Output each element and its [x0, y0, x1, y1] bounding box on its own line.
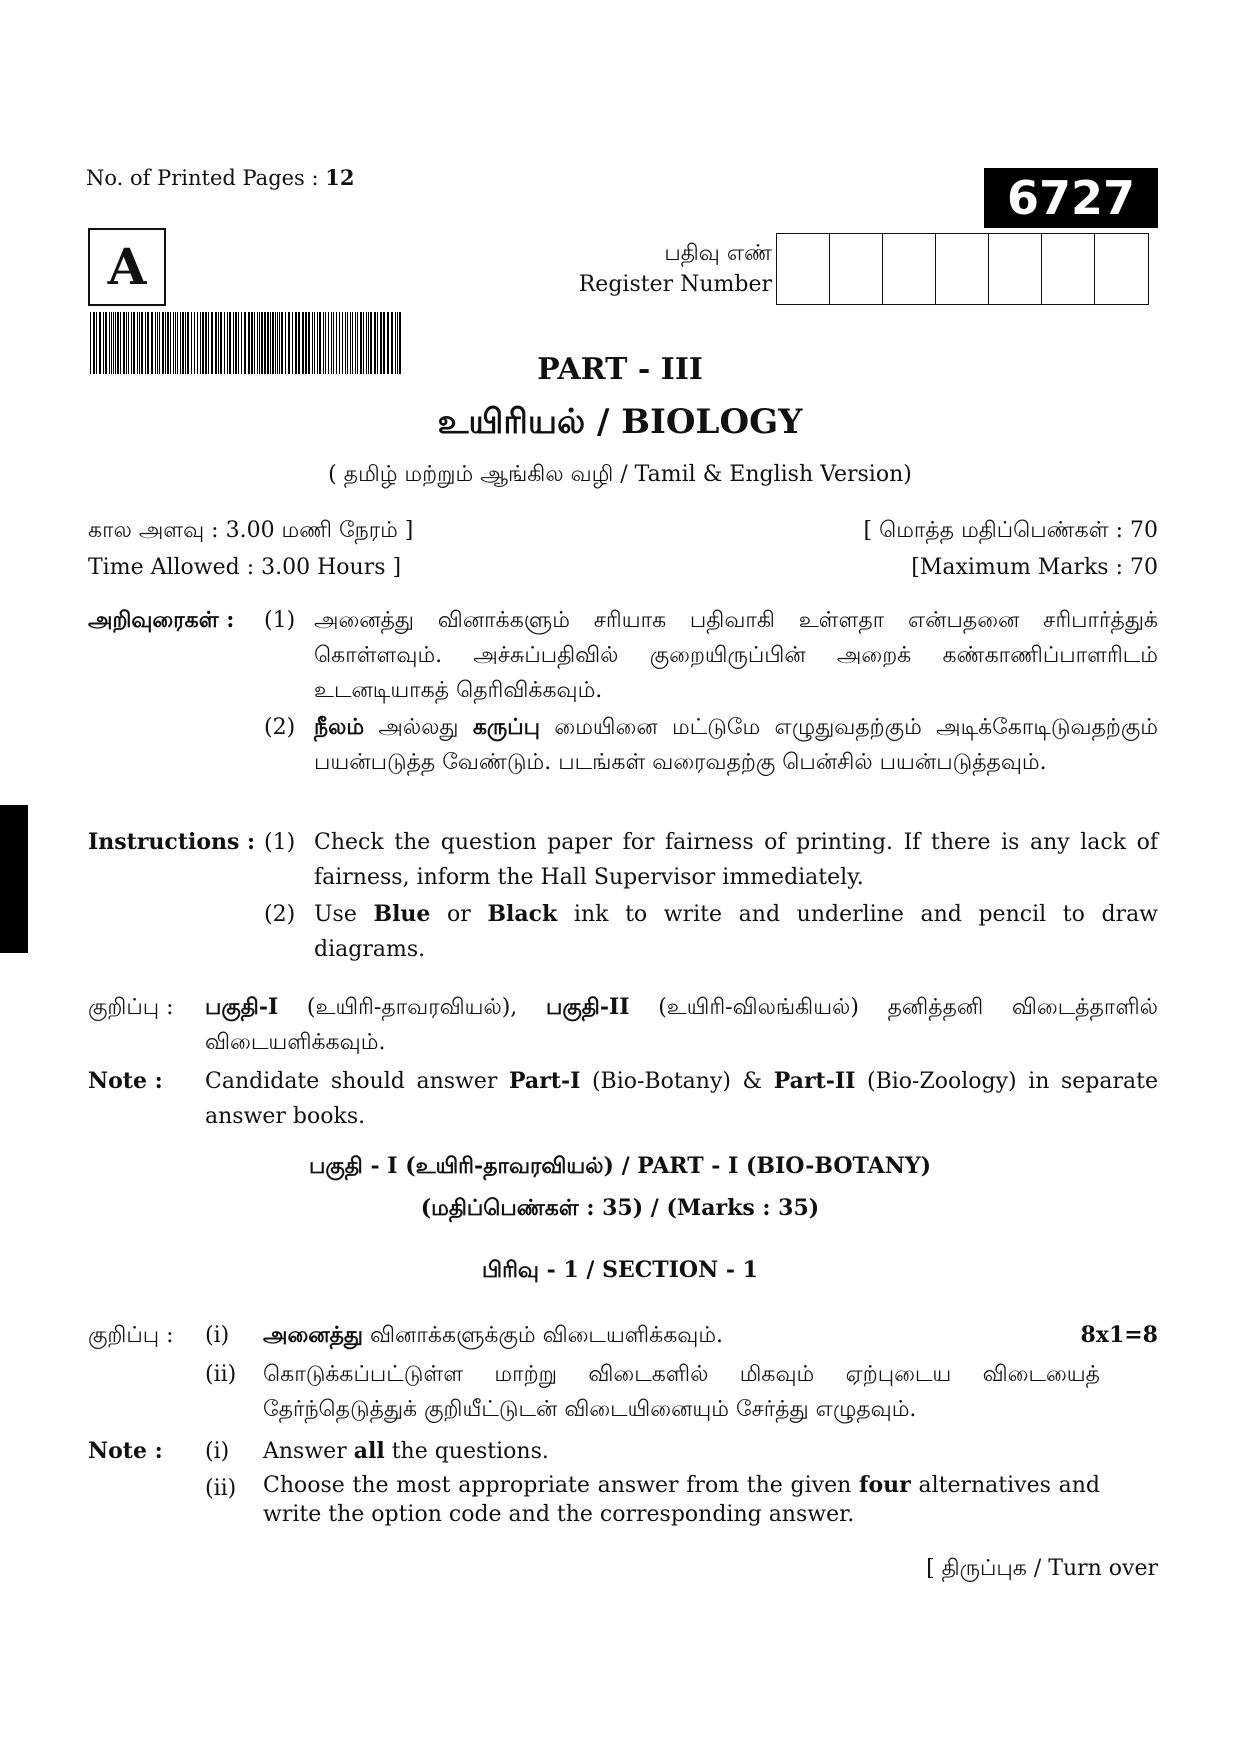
- item-number: (2): [264, 715, 296, 740]
- paper-code-box: 6727: [984, 168, 1158, 228]
- time-allowed-en: Time Allowed : 3.00 Hours ]: [88, 555, 402, 580]
- part-title: PART - III: [537, 352, 703, 387]
- item-number: (i): [205, 1439, 230, 1464]
- instructions-en: [88, 825, 1158, 967]
- marks-scheme: 8x1=8: [1080, 1322, 1158, 1348]
- section-note-en-2: Choose the most appropriate answer from the given four alternatives and write the option code and the corresponding answer.: [263, 1472, 1100, 1527]
- register-digit-box[interactable]: [883, 234, 936, 304]
- register-digit-box[interactable]: [989, 234, 1042, 304]
- register-digit-box[interactable]: [1042, 234, 1095, 304]
- subject-title: உயிரியல் / BIOLOGY: [437, 402, 803, 442]
- note-ta-label: குறிப்பு :: [88, 995, 174, 1020]
- section-note-en: [88, 1434, 1158, 1529]
- turn-over: [ திருப்புக / Turn over: [926, 1556, 1158, 1581]
- item-number: (1): [264, 830, 296, 855]
- section-marks: (மதிப்பெண்கள் : 35) / (Marks : 35): [420, 1195, 820, 1221]
- max-marks-ta: [ மொத்த மதிப்பெண்கள் : 70: [863, 518, 1158, 543]
- note-en-text: Candidate should answer Part-I (Bio-Botany) & Part-II (Bio-Zoology) in separate answer books.: [205, 1068, 1158, 1129]
- printed-pages-line: [86, 165, 355, 190]
- section-note-ta-1: அனைத்து வினாக்களுக்கும் விடையளிக்கவும்.: [263, 1322, 724, 1348]
- section-note-ta-label: குறிப்பு :: [88, 1323, 174, 1348]
- printed-pages-value: 12: [325, 165, 355, 190]
- register-label-ta: பதிவு எண்: [664, 241, 772, 266]
- section-part-title: பகுதி - I (உயிரி-தாவரவியல்) / PART - I (BIO-BOTANY): [309, 1153, 931, 1179]
- item-number: (ii): [205, 1476, 237, 1501]
- note-ta: [88, 990, 1158, 1060]
- instructions-en-label: Instructions :: [88, 829, 256, 855]
- register-digit-box[interactable]: [1095, 234, 1148, 304]
- section-note-en-label: Note :: [88, 1438, 163, 1464]
- instructions-ta-label: அறிவுரைகள் :: [88, 607, 235, 633]
- section-note-ta: [88, 1318, 1158, 1427]
- register-label-en: Register Number: [578, 272, 772, 297]
- instruction-en-1: Check the question paper for fairness of printing. If there is any lack of fairness, inform the Hall Supervisor immediately.: [314, 830, 1158, 890]
- time-allowed-ta: கால அளவு : 3.00 மணி நேரம் ]: [88, 518, 414, 543]
- item-number: (ii): [205, 1362, 237, 1387]
- register-digit-box[interactable]: [830, 234, 883, 304]
- section-note-ta-2: கொடுக்கப்பட்டுள்ள மாற்று விடைகளில் மிகவும் ஏற்புடைய விடையைத் தேர்ந்தெடுத்துக் குறியீட்டுடன் விடையினையும் சேர்த்து எழுதவும்.: [263, 1362, 1100, 1422]
- section-title: பிரிவு - 1 / SECTION - 1: [482, 1257, 758, 1283]
- max-marks-en: [Maximum Marks : 70: [911, 555, 1158, 580]
- series-box: A: [88, 228, 166, 306]
- instruction-ta-2: நீலம் அல்லது கருப்பு மையினை மட்டுமே எழுதுவதற்கும் அடிக்கோடிடுவதற்கும் பயன்படுத்த வேண்டும். படங்கள் வரைவதற்கு பென்சில் பயன்படுத்தவும்.: [314, 714, 1158, 775]
- note-en: [88, 1064, 1158, 1134]
- register-labels: [500, 238, 772, 300]
- register-digit-box[interactable]: [777, 234, 830, 304]
- note-ta-text: பகுதி-I (உயிரி-தாவரவியல்), பகுதி-II (உயிரி-விலங்கியல்) தனித்தனி விடைத்தாளில் விடையளிக்கவும்.: [205, 994, 1158, 1055]
- register-number-grid: [776, 233, 1149, 305]
- note-en-label: Note :: [88, 1068, 163, 1094]
- instructions-ta: [88, 603, 1158, 780]
- item-number: (2): [264, 902, 296, 927]
- item-number: (1): [264, 608, 296, 633]
- item-number: (i): [205, 1323, 230, 1348]
- instruction-en-2: Use Blue or Black ink to write and underline and pencil to draw diagrams.: [314, 901, 1159, 962]
- side-registration-mark: [0, 805, 28, 953]
- register-digit-box[interactable]: [936, 234, 989, 304]
- section-note-en-1: Answer all the questions.: [263, 1438, 549, 1464]
- printed-pages-label: No. of Printed Pages :: [86, 166, 326, 190]
- version-line: ( தமிழ் மற்றும் ஆங்கில வழி / Tamil & English Version): [328, 462, 912, 487]
- instruction-ta-1: அனைத்து வினாக்களும் சரியாக பதிவாகி உள்ளதா என்பதனை சரிபார்த்துக் கொள்ளவும். அச்சுப்பதிவில் குறையிருப்பின் அறைக் கண்காணிப்பாளரிடம் உடனடியாகத் தெரிவிக்கவும்.: [314, 608, 1158, 703]
